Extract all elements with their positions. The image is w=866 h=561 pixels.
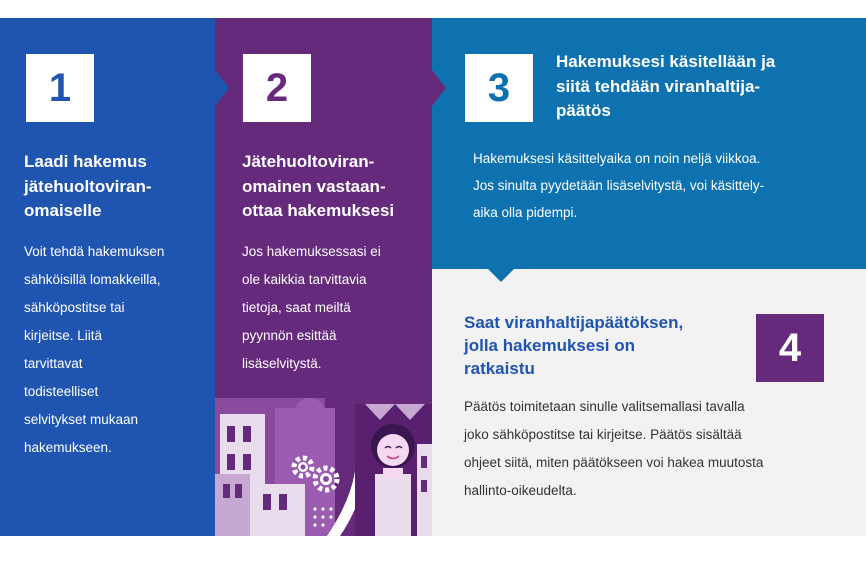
step-2-body-line: tietoja, saat meiltä bbox=[242, 300, 351, 315]
step-4-body-line: ohjeet siitä, miten päätökseen voi hakea muutosta bbox=[464, 455, 764, 470]
step-2-title-line: omainen vastaan- bbox=[242, 176, 386, 196]
step-3-title-line: siitä tehdään viranhaltija- bbox=[556, 76, 761, 96]
step-4-panel bbox=[432, 269, 866, 536]
step-2-number: 2 bbox=[265, 65, 289, 110]
city-gears-person-illustration bbox=[215, 384, 432, 536]
window bbox=[227, 426, 235, 442]
window bbox=[235, 484, 242, 498]
step-3-title bbox=[556, 50, 775, 124]
step-4-number-box bbox=[756, 314, 824, 382]
step-2-body-line: Jos hakemuksessasi ei bbox=[242, 244, 381, 259]
step-3-body-line: Hakemuksesi käsittelyaika on noin neljä viikkoa. bbox=[473, 151, 761, 166]
step-1-number: 1 bbox=[48, 65, 72, 110]
window bbox=[243, 426, 251, 442]
cloud-shape bbox=[294, 398, 326, 430]
step-4-number: 4 bbox=[778, 325, 802, 370]
window bbox=[421, 480, 427, 492]
step-2-panel bbox=[215, 18, 432, 536]
step-1-body-line: sähköpostitse tai bbox=[24, 300, 125, 315]
window bbox=[227, 454, 235, 470]
step-1-body-line: tarvittavat bbox=[24, 356, 83, 371]
step-1-title-line: omaiselle bbox=[24, 201, 102, 220]
arrow-step-3-to-4 bbox=[487, 268, 515, 282]
step-4-title-line: Saat viranhaltijapäätöksen, bbox=[464, 313, 684, 332]
step-2-body-line: ole kaikkia tarvittavia bbox=[242, 272, 367, 287]
step-4-body-line: hallinto-oikeudelta. bbox=[464, 483, 577, 498]
step-3-panel bbox=[432, 18, 866, 269]
step-1-body-line: sähköisillä lomakkeilla, bbox=[24, 272, 161, 287]
window bbox=[263, 494, 271, 510]
step-1-number-box bbox=[26, 54, 94, 122]
step-4-body-line: Päätös toimitetaan sinulle valitsemallasi tavalla bbox=[464, 399, 745, 414]
window bbox=[279, 494, 287, 510]
step-4-body-line: joko sähköpostitse tai kirjeitse. Päätös sisältää bbox=[464, 427, 742, 442]
step-3-title-line: päätös bbox=[556, 101, 611, 120]
building bbox=[215, 474, 250, 536]
step-1-body-line: selvitykset mukaan bbox=[24, 412, 139, 427]
step-3-body-line: Jos sinulta pyydetään lisäselvitystä, voi käsittely- bbox=[473, 178, 765, 193]
step-3-body-line: aika olla pidempi. bbox=[473, 205, 578, 220]
arrow-step-2-to-3 bbox=[432, 70, 446, 106]
step-1-title-line: jätehuoltoviran- bbox=[24, 176, 152, 196]
step-1-panel bbox=[0, 18, 215, 536]
step-1-body-line: hakemukseen. bbox=[24, 440, 112, 455]
step-1-title-line: Laadi hakemus bbox=[24, 152, 147, 171]
step-4-title bbox=[464, 311, 683, 380]
step-3-title-line: Hakemuksesi käsitellään ja bbox=[556, 52, 776, 71]
step-2-title-line: ottaa hakemuksesi bbox=[242, 201, 395, 220]
step-1-title bbox=[24, 150, 152, 224]
window bbox=[243, 454, 251, 470]
step-1-body bbox=[24, 238, 164, 462]
person-avatar bbox=[371, 424, 415, 536]
step-3-number: 3 bbox=[487, 65, 511, 110]
step-1-body-line: todisteelliset bbox=[24, 384, 99, 399]
step-2-body-line: lisäselvitystä. bbox=[242, 356, 322, 371]
step-4-body bbox=[464, 393, 763, 505]
step-2-body bbox=[242, 238, 381, 378]
arrow-step-1-to-2 bbox=[215, 70, 229, 106]
step-1-body-line: Voit tehdä hakemuksen bbox=[24, 244, 165, 259]
step-4-title-line: ratkaistu bbox=[464, 359, 535, 378]
step-2-number-box bbox=[243, 54, 311, 122]
step-4-title-line: jolla hakemuksesi on bbox=[464, 336, 636, 355]
window bbox=[421, 456, 427, 468]
step-2-title bbox=[242, 150, 394, 224]
step-2-title-line: Jätehuoltoviran- bbox=[242, 152, 375, 171]
step-1-body-line: kirjeitse. Liitä bbox=[24, 328, 103, 343]
step-3-number-box bbox=[465, 54, 533, 122]
window bbox=[223, 484, 230, 498]
step-2-body-line: pyynnön esittää bbox=[242, 328, 337, 343]
step-3-body bbox=[473, 145, 764, 226]
